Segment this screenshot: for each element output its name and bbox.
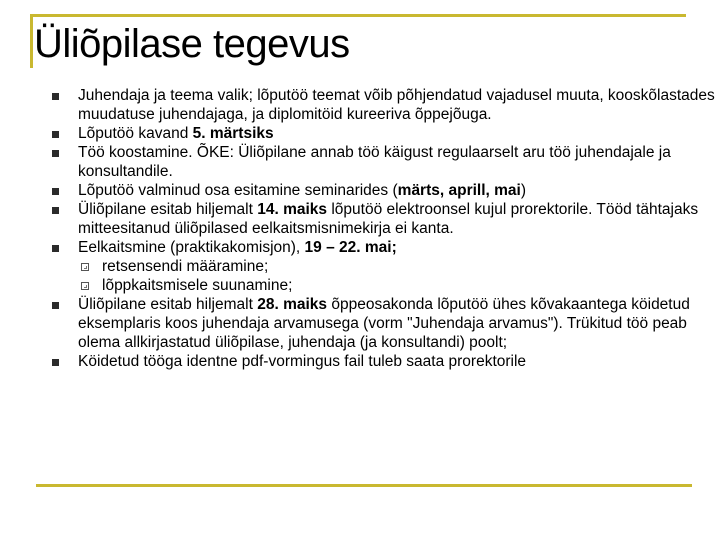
list-item [48,295,718,352]
square-bullet-icon [52,245,59,252]
list-item [48,238,718,295]
sub-item-text: lõppkaitsmisele suunamine; [102,277,293,294]
list-item [48,124,718,143]
list-item [48,352,718,371]
sub-list-item [78,257,718,276]
item-text: Üliõpilane esitab hiljemalt [78,201,258,218]
item-text: Töö koostamine. ÕKE: Üliõpilane annab töö käigust regulaarselt aru töö juhendajale ja konsultandile. [78,144,671,180]
item-bold-text: 5. märtsiks [192,125,274,142]
square-bullet-icon [52,188,59,195]
item-bold-text: 19 – 22. mai; [304,239,397,256]
left-accent-rule [30,14,33,68]
top-accent-rule [30,14,686,17]
item-text-post: õppeosakonda lõputöö ühes kõvakaantega köidetud eksemplaris koos juhendaja arvamusega (vorm "Juhendaja arvamus"). Trükitud töö peab olema allkirjastatud üliõpilase, juhendaja (ja konsultandi) poolt; [78,296,690,351]
sub-list-item [78,276,718,295]
list-item [48,143,718,181]
bullet-list [48,86,718,371]
sub-list [78,257,718,295]
item-text: Lõputöö kavand [78,125,193,142]
slide-title: Üliõpilase tegevus [34,22,350,66]
item-bold-text: märts, aprill, mai [397,182,521,199]
list-item [48,181,718,200]
hollow-square-bullet-icon [81,282,89,290]
item-text: Köidetud tööga identne pdf-vormingus fail tuleb saata prorektorile [78,353,527,370]
square-bullet-icon [52,150,59,157]
square-bullet-icon [52,131,59,138]
item-text: Juhendaja ja teema valik; lõputöö teemat võib põhjendatud vajadusel muuta, kooskõlastades muudatuse juhendajaga, ja diplomitöid kureeriva õppejõuga. [78,87,715,123]
square-bullet-icon [52,359,59,366]
item-bold-text: 28. maiks [257,296,328,313]
square-bullet-icon [52,207,59,214]
item-text: Üliõpilane esitab hiljemalt [78,296,258,313]
item-bold-text: 14. maiks [257,201,328,218]
square-bullet-icon [52,93,59,100]
item-text: Lõputöö valminud osa esitamine seminarides ( [78,182,398,199]
list-item [48,86,718,124]
sub-item-text: retsensendi määramine; [102,258,269,275]
item-text: Eelkaitsmine (praktikakomisjon), [78,239,305,256]
item-text-post: ) [520,182,527,199]
list-item [48,200,718,238]
hollow-square-bullet-icon [81,263,89,271]
square-bullet-icon [52,302,59,309]
item-text-post: lõputöö elektroonsel kujul prorektorile. Tööd tähtajaks mitteesitanud üliõpilased eelkaitsmisnimekirja ei kanta. [78,201,699,237]
bottom-accent-rule [36,484,692,487]
